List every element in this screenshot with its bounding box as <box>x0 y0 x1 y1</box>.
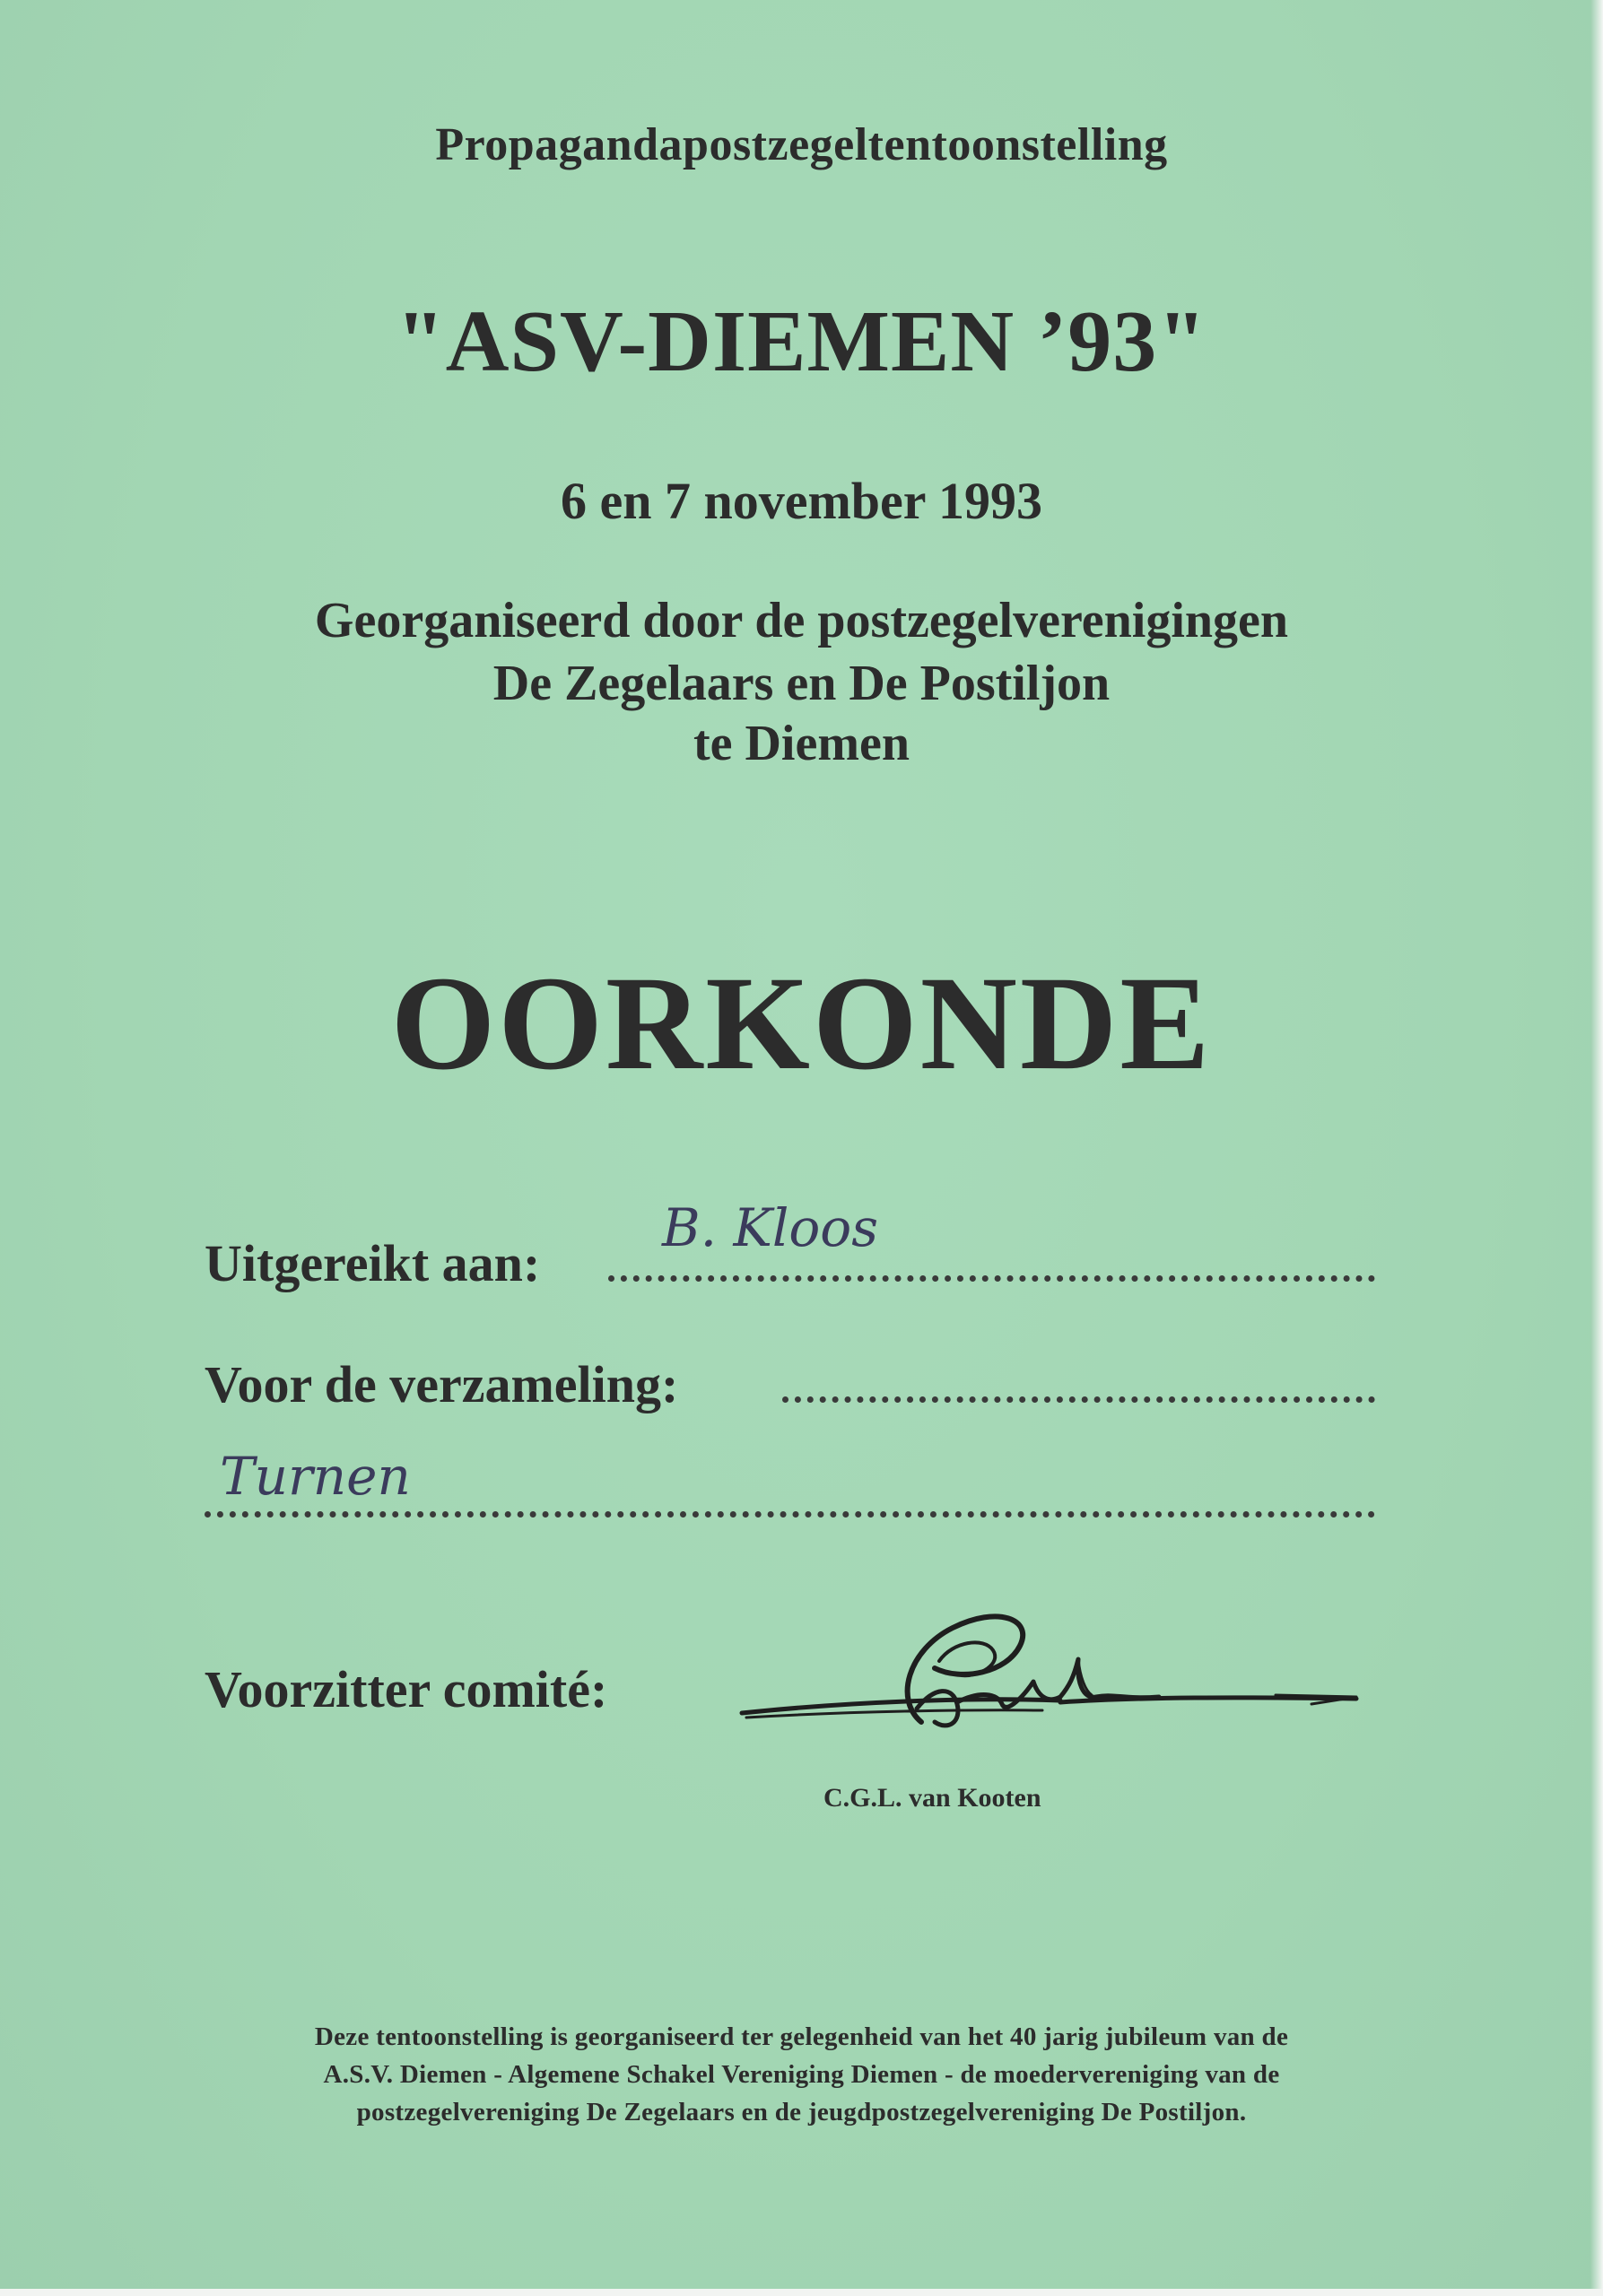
collection-value: Turnen <box>220 1446 411 1507</box>
signature-icon <box>737 1596 1365 1749</box>
chair-label: Voorzitter comité: <box>205 1660 608 1718</box>
footer-line-3: postzegelvereniging De Zegelaars en de jeugdpostzegelvereniging De Postiljon. <box>356 2098 1247 2126</box>
event-date: 6 en 7 november 1993 <box>560 472 1042 530</box>
paper-edge-bottom <box>0 2289 1603 2296</box>
awarded-dotted-line <box>608 1275 1375 1282</box>
footer-line-2: A.S.V. Diemen - Algemene Schakel Vereniging Diemen - de moedervereniging van de <box>323 2060 1280 2089</box>
certificate-title: OORKONDE <box>390 949 1213 1098</box>
collection-dotted-line-2 <box>205 1511 1375 1518</box>
exhibition-heading: Propagandapostzegeltentoonstelling <box>435 119 1168 170</box>
footer-line-1: Deze tentoonstelling is georganiseerd ter gelegenheid van het 40 jarig jubileum van de <box>314 2022 1289 2051</box>
organizer-line-3: te Diemen <box>693 716 910 771</box>
awarded-label: Uitgereikt aan: <box>205 1234 541 1292</box>
collection-label: Voor de verzameling: <box>205 1355 679 1413</box>
collection-dotted-line <box>782 1396 1375 1403</box>
awarded-value: B. Kloos <box>662 1197 878 1258</box>
signer-name: C.G.L. van Kooten <box>823 1783 1041 1813</box>
organizer-line-1: Georganiseerd door de postzegelverenigingen <box>314 593 1289 648</box>
paper-edge-right <box>1590 0 1603 2296</box>
organizer-line-2: De Zegelaars en De Postiljon <box>492 656 1111 711</box>
event-name: "ASV-DIEMEN ’93" <box>396 293 1207 390</box>
